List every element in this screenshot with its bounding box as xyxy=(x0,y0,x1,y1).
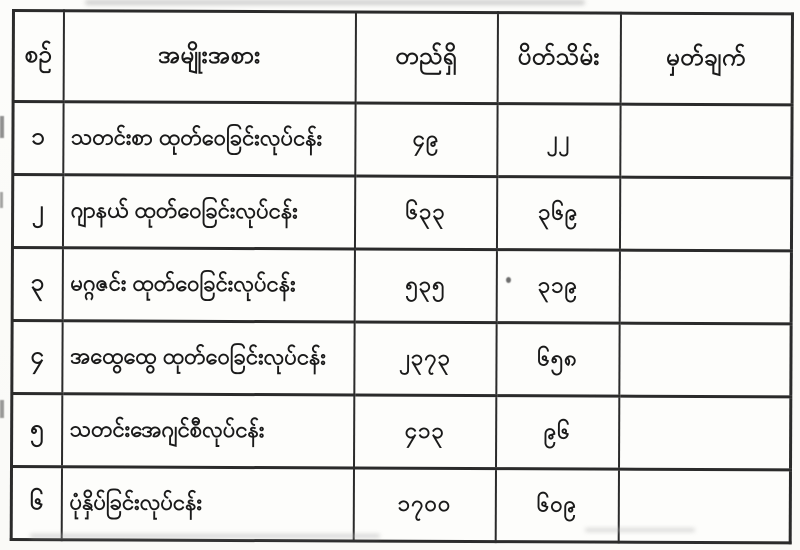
serial-cell: ၄ xyxy=(12,321,62,394)
serial-cell: ၁ xyxy=(13,102,63,175)
closed-cell: ၆၀၉ xyxy=(495,469,618,543)
serial-cell: ၅ xyxy=(12,394,62,467)
closed-cell: ၃၆၉ xyxy=(496,177,619,251)
table-row xyxy=(12,248,791,324)
publications-status-table xyxy=(10,9,794,544)
category-cell: ဂျာနယ် ထုတ်ဝေခြင်းလုပ်ငန်း xyxy=(62,175,354,249)
category-cell: သတင်းစာ ထုတ်ဝေခြင်းလုပ်ငန်း xyxy=(63,102,355,176)
serial-cell: ၃ xyxy=(12,248,62,321)
header-category: အမျိုးအစား xyxy=(63,11,355,103)
table-row xyxy=(12,175,791,251)
remark-cell xyxy=(619,250,791,324)
remark-cell xyxy=(618,396,790,470)
serial-cell: ၆ xyxy=(11,467,61,540)
scan-edge-mark xyxy=(0,192,3,208)
scan-edge-mark xyxy=(0,400,4,418)
closed-cell: ၆၅၈ xyxy=(496,323,619,397)
category-cell: အထွေထွေ ထုတ်ဝေခြင်းလုပ်ငန်း xyxy=(62,321,354,395)
remark-cell xyxy=(618,469,790,543)
category-cell: ပုံနှိပ်ခြင်းလုပ်ငန်း xyxy=(61,467,353,541)
table-row xyxy=(11,467,790,543)
closed-cell: ၂၂ xyxy=(497,104,620,178)
scan-smudge-top xyxy=(85,0,585,5)
closed-cell: ၉၆ xyxy=(495,396,618,470)
header-remark: မှတ်ချက် xyxy=(620,13,792,105)
existing-cell: ၂၃၇၃ xyxy=(354,322,496,396)
category-cell: မဂ္ဂဇင်း ထုတ်ဝေခြင်းလုပ်ငန်း xyxy=(62,248,354,322)
remark-cell xyxy=(619,177,791,251)
category-cell: သတင်းအေဂျင်စီလုပ်ငန်း xyxy=(62,394,354,468)
existing-cell: ၄၁၃ xyxy=(354,395,496,469)
header-serial: စဉ် xyxy=(13,11,63,102)
header-existing: တည်ရှိ xyxy=(355,12,497,104)
existing-cell: ၁၇၀၀ xyxy=(353,468,495,542)
table-row xyxy=(12,321,791,397)
header-closed: ပိတ်သိမ်း xyxy=(497,13,620,105)
closed-cell: ၃၁၉ xyxy=(496,250,619,324)
remark-cell xyxy=(620,104,792,178)
header-row xyxy=(13,11,792,105)
table-row xyxy=(12,394,791,470)
existing-cell: ၆၃၃ xyxy=(354,176,496,250)
table-row xyxy=(13,102,792,178)
remark-cell xyxy=(619,323,791,397)
scan-edge-mark xyxy=(0,116,4,138)
serial-cell: ၂ xyxy=(12,175,62,248)
existing-cell: ၄၉ xyxy=(355,103,497,177)
existing-cell: ၅၃၅ xyxy=(354,249,496,323)
